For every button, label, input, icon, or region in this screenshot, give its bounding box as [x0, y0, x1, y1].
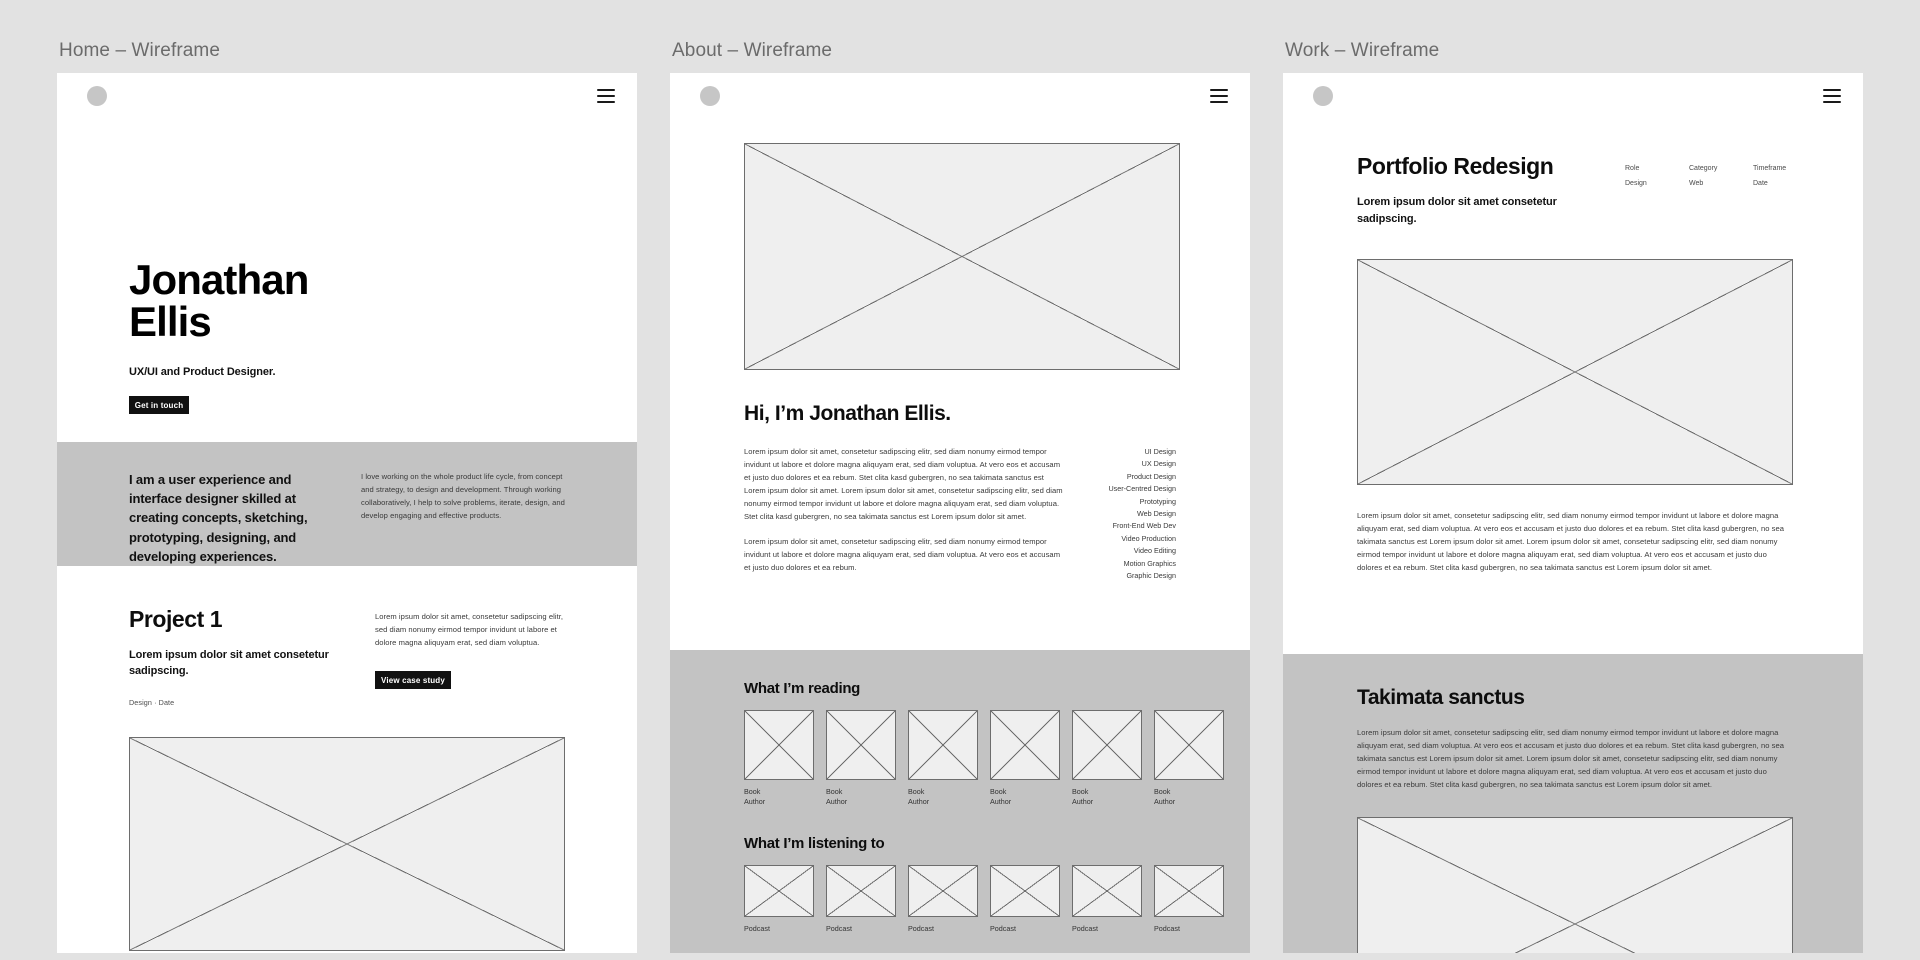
book-card[interactable]: [1154, 710, 1224, 808]
book-cover-placeholder: [908, 710, 978, 780]
book-title: Book: [908, 787, 925, 796]
podcast-cover-placeholder: [826, 865, 896, 917]
skill-item: Product Design: [1126, 471, 1176, 481]
statement-paragraph: I love working on the whole product life cycle, from concept and strategy, to design and development. Through working collaboratively, I help to solve problems, iterate, design, and develop engaging and effective products.: [361, 472, 565, 521]
podcast-cover-placeholder: [908, 865, 978, 917]
hamburger-menu-icon[interactable]: [1210, 89, 1228, 103]
book-author: Author: [1154, 797, 1176, 807]
podcast-title: Podcast: [908, 923, 934, 933]
meta-value: Design: [1625, 180, 1647, 187]
book-title: Book: [1154, 787, 1171, 796]
home-project-section: [57, 566, 637, 951]
frame-body-about: [670, 73, 1250, 953]
book-author: Author: [744, 797, 766, 807]
home-hero-section: [57, 119, 637, 442]
home-statement-band: [57, 442, 637, 566]
book-cover-placeholder: [1072, 710, 1142, 780]
work-section-heading: Takimata sanctus: [1357, 686, 1525, 709]
book-card[interactable]: [826, 710, 896, 808]
circle-logo-icon[interactable]: [1313, 86, 1333, 106]
frame-home: [57, 40, 637, 953]
podcast-card[interactable]: [1072, 865, 1142, 934]
work-hero-image-placeholder: [1357, 259, 1793, 485]
frame-body-work: [1283, 73, 1863, 953]
listening-grid: [744, 865, 1180, 934]
meta-key: Category: [1689, 165, 1718, 172]
skill-item: Prototyping: [1139, 496, 1176, 506]
work-heading-column: [1357, 153, 1607, 227]
work-detail-band: [1283, 654, 1863, 953]
book-card[interactable]: [744, 710, 814, 808]
circle-logo-icon[interactable]: [700, 86, 720, 106]
navbar-about: [670, 73, 1250, 119]
podcast-title: Podcast: [826, 923, 852, 933]
work-section-image-placeholder: [1357, 817, 1793, 953]
hamburger-menu-icon[interactable]: [1823, 89, 1841, 103]
skill-item: Video Editing: [1133, 546, 1176, 556]
about-media-band: [670, 650, 1250, 953]
hero-name-line2: Ellis: [129, 298, 211, 345]
skill-item: UI Design: [1144, 447, 1176, 456]
about-skills-list: [1082, 445, 1176, 580]
book-author: Author: [1072, 797, 1094, 807]
work-meta-table: [1625, 153, 1789, 187]
statement-detail-column: [361, 470, 565, 536]
statement-text: I am a user experience and interface designer skilled at creating concepts, sketching, prototyping, designing, and developing experiences.: [129, 472, 308, 564]
podcast-cover-placeholder: [1154, 865, 1224, 917]
project-title: Project 1: [129, 606, 223, 632]
project-description-column: [375, 606, 565, 707]
podcast-cover-placeholder: [744, 865, 814, 917]
about-paragraph-1: Lorem ipsum dolor sit amet, consetetur sadipscing elitr, sed diam nonumy eirmod tempor invidunt ut labore et dolore magna aliquyam erat, sed diam voluptua. At vero eos et accusam et justo duo dolores et ea rebum. Stet clita kasd gubergren, no sea takimata sanctus est Lorem ipsum dolor sit amet. Lorem ipsum dolor sit amet, consetetur sadipscing elitr, sed diam nonumy eirmod tempor invidunt ut labore et dolore magna aliquyam erat, sed diam voluptua. Stet clita kasd gubergren, no sea takimata sanctus est Lorem ipsum dolor sit amet.: [744, 447, 1063, 522]
frame-title-home: Home – Wireframe: [59, 40, 221, 61]
meta-value: Web: [1689, 180, 1704, 187]
work-subtitle: Lorem ipsum dolor sit amet consetetur sadipscing.: [1357, 196, 1557, 225]
meta-role: [1625, 165, 1661, 187]
meta-category: [1689, 165, 1725, 187]
frame-title-about: About – Wireframe: [672, 40, 833, 61]
statement-column: [129, 470, 361, 564]
listening-heading: What I’m listening to: [744, 834, 885, 852]
podcast-title: Podcast: [990, 923, 1016, 933]
podcast-title: Podcast: [1072, 923, 1098, 933]
podcast-cover-placeholder: [1072, 865, 1142, 917]
frame-work: [1283, 40, 1863, 953]
skill-item: Front-End Web Dev: [1112, 521, 1176, 531]
podcast-card[interactable]: [990, 865, 1060, 934]
work-intro-paragraph: Lorem ipsum dolor sit amet, consetetur sadipscing elitr, sed diam nonumy eirmod tempor invidunt ut labore et dolore magna aliquyam erat, sed diam voluptua. At vero eos et accusam et justo duo dolores et ea rebum. Stet clita kasd gubergren, no sea takimata sanctus est Lorem ipsum dolor sit amet. Lorem ipsum dolor sit amet, consetetur sadipscing elitr, sed diam nonumy eirmod tempor invidunt ut labore et dolore magna aliquyam erat, sed diam voluptua. At vero eos et accusam et justo duo dolores et ea rebum. Stet clita kasd gubergren, no sea takimata sanctus est Lorem ipsum dolor sit amet.: [1357, 511, 1785, 573]
book-cover-placeholder: [826, 710, 896, 780]
view-case-study-button[interactable]: View case study: [375, 671, 451, 689]
skill-item: Graphic Design: [1126, 570, 1176, 580]
hamburger-menu-icon[interactable]: [597, 89, 615, 103]
skill-item: Motion Graphics: [1123, 558, 1176, 568]
project-meta: Design · Date: [129, 697, 175, 707]
podcast-card[interactable]: [1154, 865, 1224, 934]
book-author: Author: [990, 797, 1012, 807]
get-in-touch-button[interactable]: Get in touch: [129, 396, 189, 414]
about-hero-image-placeholder: [744, 143, 1180, 370]
book-cover-placeholder: [990, 710, 1060, 780]
book-author: Author: [826, 797, 848, 807]
meta-value: Date: [1753, 180, 1768, 187]
skill-item: User-Centred Design: [1108, 484, 1176, 494]
project-description: Lorem ipsum dolor sit amet, consetetur sadipscing elitr, sed diam nonumy eirmod tempor invidunt ut labore et dolore magna aliquyam erat, sed diam voluptua.: [375, 612, 564, 648]
podcast-title: Podcast: [744, 923, 770, 933]
reading-grid: [744, 710, 1176, 808]
podcast-card[interactable]: [908, 865, 978, 934]
work-section-paragraph: Lorem ipsum dolor sit amet, consetetur sadipscing elitr, sed diam nonumy eirmod tempor invidunt ut labore et dolore magna aliquyam erat, sed diam voluptua. At vero eos et accusam et justo duo dolores et ea rebum. Stet clita kasd gubergren, no sea takimata sanctus est Lorem ipsum dolor sit amet. Lorem ipsum dolor sit amet, consetetur sadipscing elitr, sed diam nonumy eirmod tempor invidunt ut labore et dolore magna aliquyam erat, sed diam voluptua. At vero eos et accusam et justo duo dolores et ea rebum. Stet clita kasd gubergren, no sea takimata sanctus est Lorem ipsum dolor sit amet.: [1357, 728, 1785, 790]
frame-about: [670, 40, 1250, 953]
about-text-column: [744, 445, 1068, 580]
skill-item: Web Design: [1136, 508, 1176, 518]
navbar-home: [57, 73, 637, 119]
podcast-card[interactable]: [744, 865, 814, 934]
book-card[interactable]: [1072, 710, 1142, 808]
hero-subtitle: UX/UI and Product Designer.: [129, 366, 276, 378]
skill-item: UX Design: [1141, 459, 1176, 469]
frame-title-work: Work – Wireframe: [1285, 40, 1440, 61]
project-image-placeholder: [129, 737, 565, 951]
book-title: Book: [990, 787, 1007, 796]
book-title: Book: [826, 787, 843, 796]
podcast-cover-placeholder: [990, 865, 1060, 917]
podcast-card[interactable]: [826, 865, 896, 934]
work-intro-section: [1283, 119, 1863, 654]
circle-logo-icon[interactable]: [87, 86, 107, 106]
hero-name-line1: Jonathan: [129, 256, 309, 303]
skill-item: Video Production: [1121, 533, 1176, 543]
about-paragraph-2: Lorem ipsum dolor sit amet, consetetur sadipscing elitr, sed diam nonumy eirmod tempor invidunt ut labore et dolore magna aliquyam erat, sed diam voluptua. At vero eos et accusam et justo duo dolores et ea rebum.: [744, 537, 1061, 573]
frame-body-home: [57, 73, 637, 953]
navbar-work: [1283, 73, 1863, 119]
project-heading-column: [129, 606, 354, 707]
book-author: Author: [908, 797, 930, 807]
about-heading: Hi, I’m Jonathan Ellis.: [744, 402, 951, 425]
about-intro-section: [670, 119, 1250, 650]
project-subtitle: Lorem ipsum dolor sit amet consetetur sadipscing.: [129, 649, 329, 677]
meta-key: Role: [1625, 165, 1640, 172]
book-cover-placeholder: [1154, 710, 1224, 780]
book-title: Book: [744, 787, 761, 796]
book-title: Book: [1072, 787, 1089, 796]
work-title: Portfolio Redesign: [1357, 153, 1554, 179]
meta-timeframe: [1753, 165, 1789, 187]
reading-heading: What I’m reading: [744, 680, 861, 697]
podcast-title: Podcast: [1154, 923, 1180, 933]
book-cover-placeholder: [744, 710, 814, 780]
book-card[interactable]: [990, 710, 1060, 808]
book-card[interactable]: [908, 710, 978, 808]
meta-key: Timeframe: [1753, 165, 1787, 172]
